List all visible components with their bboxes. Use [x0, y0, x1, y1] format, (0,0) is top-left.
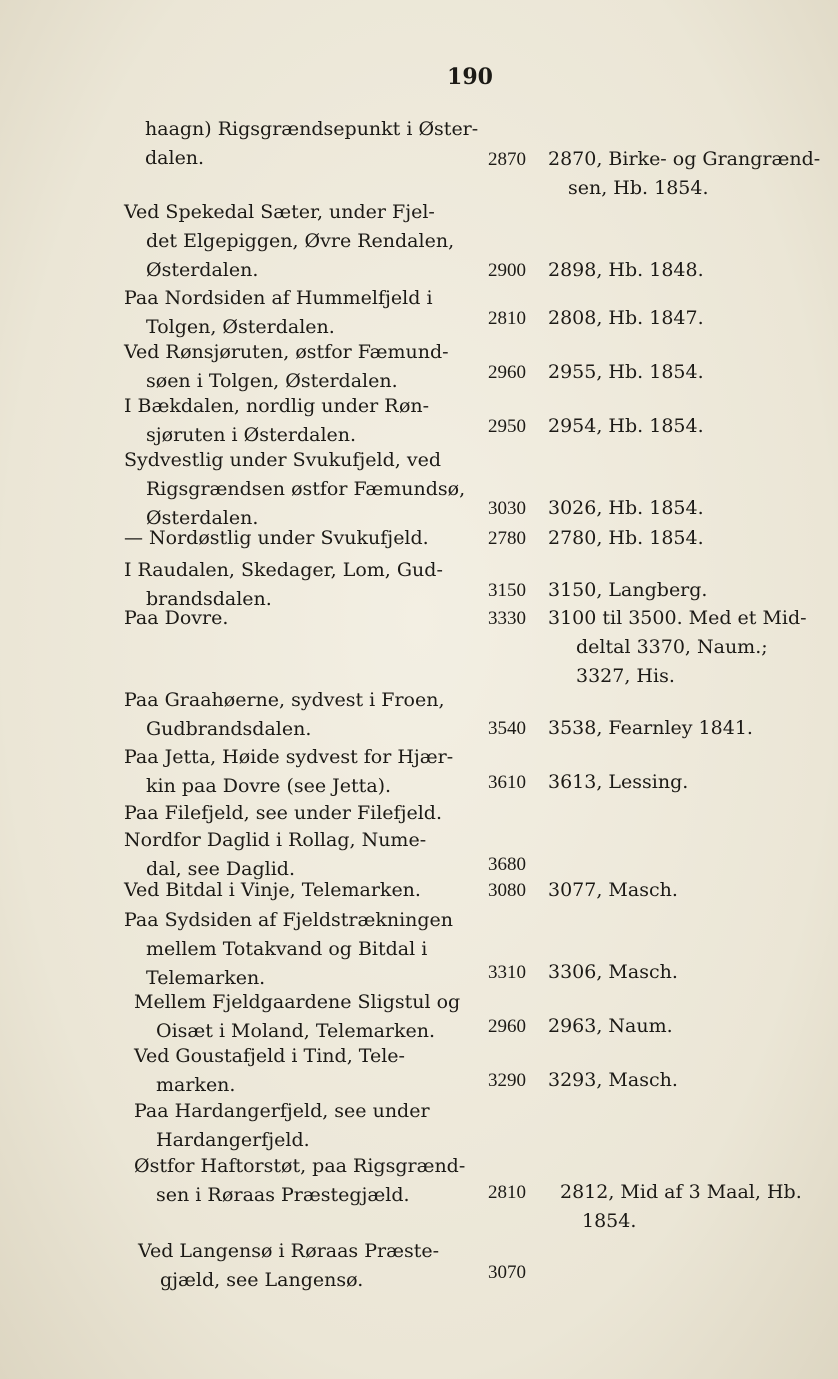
height-value: 3070: [488, 1262, 526, 1283]
height-value: 3540: [488, 718, 526, 739]
height-value: 2960: [488, 1016, 526, 1037]
reference-text: 2808, Hb. 1847.: [548, 307, 704, 329]
reference-text: 2898, Hb. 1848.: [548, 259, 704, 281]
reference-text: 3150, Langberg.: [548, 579, 708, 601]
location-text: Paa Filefjeld, see under Filefjeld.: [124, 802, 442, 824]
reference-text: 2780, Hb. 1854.: [548, 527, 704, 549]
reference-text: 2870, Birke- og Grangrænd- sen, Hb. 1854.: [548, 148, 821, 199]
location-text: Sydvestlig under Svukufjeld, ved Rigsgrændsen østfor Fæmundsø, Østerdalen.: [124, 449, 466, 529]
location-text: Paa Nordsiden af Hummelfjeld i Tolgen, Østerdalen.: [124, 287, 433, 338]
height-value: 3330: [488, 608, 526, 629]
height-value: 3030: [488, 498, 526, 519]
location-text: Paa Sydsiden af Fjeldstrækningen mellem Totakvand og Bitdal i Telemarken.: [124, 909, 454, 989]
height-value: 3080: [488, 880, 526, 901]
location-text: Mellem Fjeldgaardene Sligstul og Oisæt i Moland, Telemarken.: [134, 991, 461, 1042]
height-value: 3150: [488, 580, 526, 601]
reference-text: 3293, Masch.: [548, 1069, 678, 1091]
page-number: 190: [447, 64, 493, 90]
height-value: 2900: [488, 260, 526, 281]
location-text: haagn) Rigsgrændsepunkt i Øster- dalen.: [145, 118, 479, 169]
height-value: 2780: [488, 528, 526, 549]
reference-text: 2955, Hb. 1854.: [548, 361, 704, 383]
reference-text: 2812, Mid af 3 Maal, Hb. 1854.: [560, 1181, 802, 1232]
location-text: Ved Bitdal i Vinje, Telemarken.: [124, 879, 421, 901]
location-text: Paa Dovre.: [124, 607, 229, 629]
location-text: Nordfor Daglid i Rollag, Nume- dal, see Daglid.: [124, 829, 427, 880]
reference-text: 3077, Masch.: [548, 879, 678, 901]
height-value: 3680: [488, 854, 526, 875]
height-value: 2960: [488, 362, 526, 383]
location-text: Østfor Haftorstøt, paa Rigsgrænd- sen i Røraas Præstegjæld.: [134, 1155, 466, 1206]
location-text: I Bækdalen, nordlig under Røn- sjøruten i Østerdalen.: [124, 395, 430, 446]
height-value: 2810: [488, 308, 526, 329]
height-value: 3610: [488, 772, 526, 793]
height-value: 2870: [488, 149, 526, 170]
location-text: — Nordøstlig under Svukufjeld.: [124, 527, 429, 549]
location-text: I Raudalen, Skedager, Lom, Gud- brandsdalen.: [124, 559, 443, 610]
reference-text: 3100 til 3500. Med et Mid- deltal 3370, Naum.; 3327, His.: [548, 607, 807, 687]
reference-text: 2954, Hb. 1854.: [548, 415, 704, 437]
location-text: Ved Rønsjøruten, østfor Fæmund- søen i Tolgen, Østerdalen.: [124, 341, 449, 392]
reference-text: 3026, Hb. 1854.: [548, 497, 704, 519]
location-text: Ved Goustafjeld i Tind, Tele- marken.: [134, 1045, 405, 1096]
location-text: Paa Graahøerne, sydvest i Froen, Gudbrandsdalen.: [124, 689, 445, 740]
reference-text: 2963, Naum.: [548, 1015, 673, 1037]
reference-text: 3306, Masch.: [548, 961, 678, 983]
reference-text: 3538, Fearnley 1841.: [548, 717, 753, 739]
location-text: Paa Jetta, Høide sydvest for Hjær- kin paa Dovre (see Jetta).: [124, 746, 454, 797]
location-text: Ved Spekedal Sæter, under Fjel- det Elgepiggen, Øvre Rendalen, Østerdalen.: [124, 201, 455, 281]
reference-text: 3613, Lessing.: [548, 771, 689, 793]
location-text: Ved Langensø i Røraas Præste- gjæld, see Langensø.: [138, 1240, 439, 1291]
height-value: 2950: [488, 416, 526, 437]
height-value: 3310: [488, 962, 526, 983]
location-text: Paa Hardangerfjeld, see under Hardangerfjeld.: [134, 1100, 430, 1151]
height-value: 2810: [488, 1182, 526, 1203]
height-value: 3290: [488, 1070, 526, 1091]
